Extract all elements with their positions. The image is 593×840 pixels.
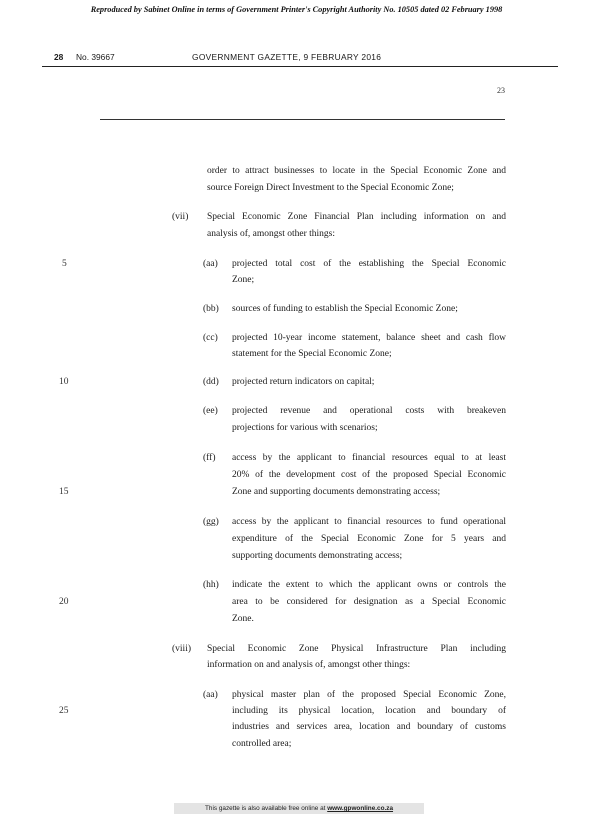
line-number: 25 [59, 706, 69, 716]
item-line: projected 10-year income statement, balance sheet and cash flow [232, 333, 506, 343]
item-line: controlled area; [232, 739, 292, 749]
reproduction-notice: Reproduced by Sabinet Online in terms of Government Printer's Copyright Authority No. 10505 dated 02 February 1998 [90, 5, 503, 14]
item-line: 20% of the development cost of the proposed Special Economic [232, 470, 506, 480]
item-line: projected total cost of the establishing the Special Economic [232, 259, 506, 269]
item-label: (ff) [203, 453, 216, 463]
item-label: (bb) [203, 304, 219, 314]
section-line: Special Economic Zone Physical Infrastructure Plan including [207, 644, 506, 654]
footer-banner [174, 803, 424, 814]
body-line: order to attract businesses to locate in the Special Economic Zone and [207, 166, 506, 176]
header-rule [42, 66, 558, 67]
item-line: indicate the extent to which the applicant owns or controls the [232, 580, 506, 590]
line-number: 10 [59, 377, 69, 387]
footer-link[interactable]: www.gpwonline.co.za [327, 805, 394, 812]
item-label: (gg) [203, 517, 219, 527]
item-line: area to be considered for designation as a Special Economic [232, 597, 506, 607]
item-label: (aa) [203, 259, 218, 269]
item-line: supporting documents demonstrating access; [232, 551, 403, 561]
item-label: (dd) [203, 377, 219, 387]
item-line: access by the applicant to financial resources equal to at least [232, 453, 506, 463]
item-line: statement for the Special Economic Zone; [232, 349, 392, 359]
item-line: Zone; [232, 275, 255, 285]
item-line: projected revenue and operational costs with breakeven [232, 406, 506, 416]
document-rule [100, 119, 505, 120]
item-label: (cc) [203, 333, 218, 343]
section-label: (vii) [172, 212, 189, 222]
item-line: projected return indicators on capital; [232, 377, 375, 387]
item-line: physical master plan of the proposed Special Economic Zone, [232, 690, 506, 700]
item-line: projections for various with scenarios; [232, 423, 378, 433]
item-line: Zone. [232, 614, 254, 624]
footer-text: This gazette is also available free online at [204, 805, 326, 812]
section-line: analysis of, amongst other things: [207, 229, 335, 239]
item-line: expenditure of the Special Economic Zone for 5 years and [232, 534, 506, 544]
section-label: (viii) [172, 644, 191, 654]
item-label: (ee) [203, 406, 218, 416]
line-number: 15 [59, 487, 69, 497]
body-line: source Foreign Direct Investment to the Special Economic Zone; [207, 183, 454, 193]
item-line: industries and services area, location and boundary of customs [232, 722, 506, 732]
gazette-page-number: 28 [54, 52, 64, 62]
item-line: access by the applicant to financial resources to fund operational [232, 517, 506, 527]
line-number: 5 [62, 259, 67, 269]
line-number: 20 [59, 597, 69, 607]
gazette-title: GOVERNMENT GAZETTE, 9 FEBRUARY 2016 [192, 52, 382, 62]
original-page-number: 23 [497, 86, 505, 95]
section-line: Special Economic Zone Financial Plan including information on and [207, 212, 506, 222]
gazette-number: No. 39667 [76, 52, 115, 62]
item-line: sources of funding to establish the Special Economic Zone; [232, 304, 458, 314]
item-label: (hh) [203, 580, 219, 590]
item-line: Zone and supporting documents demonstrating access; [232, 487, 441, 497]
item-label: (aa) [203, 690, 218, 700]
item-line: including its physical location, location and boundary of [232, 706, 506, 716]
section-line: information on and analysis of, amongst other things: [207, 660, 411, 670]
